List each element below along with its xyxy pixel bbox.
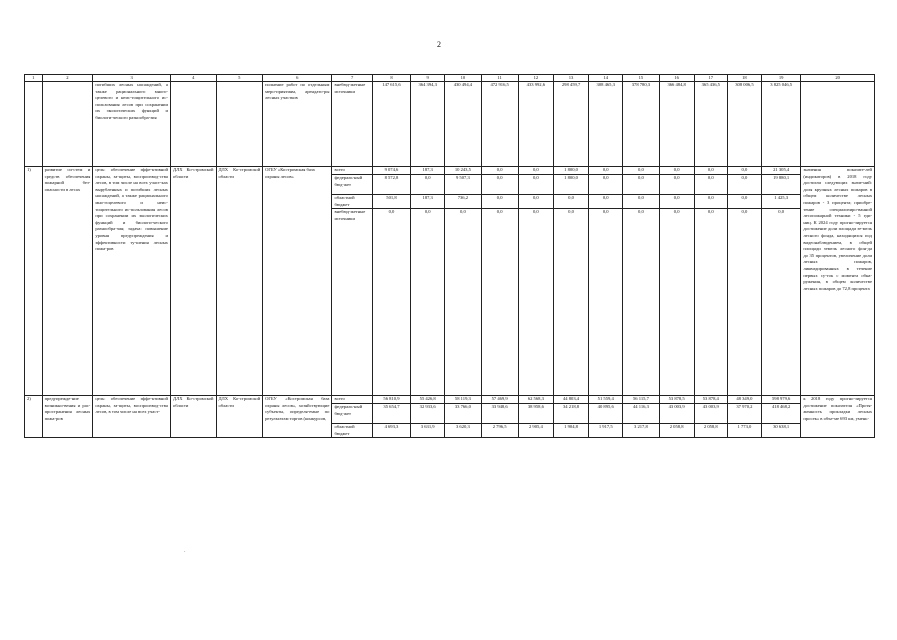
value-cell: 0,0 xyxy=(411,175,445,195)
value-cell: 2 905,4 xyxy=(518,424,553,438)
value-cell: 0,0 xyxy=(553,195,588,209)
value-cell: 433 992,6 xyxy=(518,82,553,167)
value-cell: 418 468,2 xyxy=(762,404,801,424)
value-cell: 1 800,0 xyxy=(553,167,588,175)
value-cell: 0,0 xyxy=(623,167,659,175)
value-cell: 0,0 xyxy=(481,167,518,175)
value-cell: 10 243,5 xyxy=(445,167,481,175)
value-cell: 40 895,6 xyxy=(589,404,623,424)
value-cell: 0,0 xyxy=(694,209,727,396)
value-cell: 0,0 xyxy=(589,209,623,396)
value-cell: 366 484,8 xyxy=(659,82,694,167)
value-cell: 0,0 xyxy=(372,209,410,396)
value-cell: 0,0 xyxy=(727,195,761,209)
row-number: 1) xyxy=(25,167,43,396)
value-cell: 364 394,3 xyxy=(411,82,445,167)
value-cell: 19 880,1 xyxy=(762,175,801,195)
value-cell: 308 465,3 xyxy=(589,82,623,167)
value-cell: 0,0 xyxy=(727,209,761,396)
value-cell: 0,0 xyxy=(659,195,694,209)
activity-name: предупрежде-ние возникно-вения и рас-пространения лесных пожа-ров xyxy=(42,396,93,438)
value-cell: 48 349,0 xyxy=(727,396,761,404)
result-cell: к 2018 году прогно-зируется достижение показателя «Протя-женность прокладки лесных просек» в объе-ме 693 км, умень- xyxy=(801,396,875,438)
header-row xyxy=(25,75,875,82)
value-cell: 736,2 xyxy=(445,195,481,209)
value-cell: 0,0 xyxy=(481,195,518,209)
header-col-2: 2 xyxy=(42,75,93,82)
goal-cell: погибших лесных насаждений, а также рационального много-целевого и неис-тощительного ис-пользования лесов при сохранении их экологических функций и биологи-ческого разнообра-зия xyxy=(93,82,171,167)
value-cell: 3 631,9 xyxy=(411,424,445,438)
value-cell: 56 810,9 xyxy=(372,396,410,404)
header-col-8: 8 xyxy=(372,75,410,82)
source-cell: всего xyxy=(332,167,372,175)
table-row-1 xyxy=(25,167,875,175)
goal-cell: цель: обеспечение эффе-ктивной охраны, за-щиты, воспроизвод-ства лесов, в том числе на всех участ-ках вырубленных и погибших лесных насаждений, а также рационального мно-гоцелевого и неис-тощительного ис-пользования лесов при сохранении их экологических функций и биологи-ческого разнообра-зия; задача: повышение уровня предупреждения и эффективности ту-шения лесных пожа-ров xyxy=(93,167,171,396)
value-cell: 35 654,7 xyxy=(372,404,410,424)
value-cell: 53 878,5 xyxy=(659,396,694,404)
header-col-15: 15 xyxy=(623,75,659,82)
source-cell: федераль-ный бюд-жет xyxy=(332,175,372,195)
value-cell: 4 693,3 xyxy=(372,424,410,438)
value-cell: 501,8 xyxy=(372,195,410,209)
value-cell: 147 615,6 xyxy=(372,82,410,167)
value-cell: 57 469,9 xyxy=(481,396,518,404)
executor-cell: ДЛХ Ко-стромской области xyxy=(216,396,263,438)
value-cell: 187,3 xyxy=(411,167,445,175)
value-cell: 0,0 xyxy=(659,175,694,195)
value-cell: 0,0 xyxy=(518,195,553,209)
value-cell: 0,0 xyxy=(623,209,659,396)
value-cell: 53 878,4 xyxy=(694,396,727,404)
value-cell: 365 436,5 xyxy=(694,82,727,167)
header-col-14: 14 xyxy=(589,75,623,82)
header-col-5: 5 xyxy=(216,75,263,82)
page-number: 2 xyxy=(437,40,441,49)
value-cell: 33 766,0 xyxy=(445,404,481,424)
value-cell: 62 568,3 xyxy=(518,396,553,404)
value-cell: 44 116,3 xyxy=(623,404,659,424)
value-cell: 298 459,7 xyxy=(553,82,588,167)
source-cell: всего xyxy=(332,396,372,404)
goal-cell: цель: обеспечение эффе-ктивной охраны, за-щиты, воспроизвод-ства лесов, в том числе на всех участ- xyxy=(93,396,171,438)
executor-cell: ДЛХ Ко-стромской области xyxy=(216,167,263,396)
header-col-3: 3 xyxy=(93,75,171,82)
value-cell: 9 074,6 xyxy=(372,167,410,175)
budget-table xyxy=(24,74,875,438)
value-cell: 0,0 xyxy=(659,167,694,175)
value-cell: 0,0 xyxy=(481,175,518,195)
table-row-continuation xyxy=(25,82,875,167)
source-cell: федераль-ный бюд-жет xyxy=(332,404,372,424)
header-col-10: 10 xyxy=(445,75,481,82)
value-cell: 8 572,8 xyxy=(372,175,410,195)
value-cell: 0,0 xyxy=(411,209,445,396)
value-cell: 3 825 046,5 xyxy=(762,82,801,167)
source-cell: внебюд-жетные источники xyxy=(332,82,372,167)
value-cell: 43 003,9 xyxy=(694,404,727,424)
value-cell: 3 620,3 xyxy=(445,424,481,438)
value-cell: 0,0 xyxy=(727,175,761,195)
value-cell: 55 426,8 xyxy=(411,396,445,404)
value-cell: 37 970,2 xyxy=(727,404,761,424)
value-cell: 430 494,4 xyxy=(445,82,481,167)
value-cell: 30 638,1 xyxy=(762,424,801,438)
value-cell: 0,0 xyxy=(553,209,588,396)
value-cell: 56 115,7 xyxy=(623,396,659,404)
value-cell: 0,0 xyxy=(727,167,761,175)
value-cell: 0,0 xyxy=(659,209,694,396)
value-cell: 0,0 xyxy=(518,209,553,396)
value-cell: 0,0 xyxy=(623,195,659,209)
participant-cell: ОГБУ «Костромская база охраны лесов» xyxy=(263,167,332,396)
header-col-4: 4 xyxy=(170,75,216,82)
value-cell: 34 218,8 xyxy=(553,404,588,424)
value-cell: 0,0 xyxy=(694,175,727,195)
value-cell: 187,3 xyxy=(411,195,445,209)
value-cell: 44 803,4 xyxy=(553,396,588,404)
value-cell: 33 948,6 xyxy=(481,404,518,424)
value-cell: 38 958,6 xyxy=(518,404,553,424)
header-col-7: 7 xyxy=(332,75,372,82)
activity-cell: полнение работ по отдельным меро-приятиям, арендато-ры лесных участков xyxy=(263,82,332,167)
header-col-11: 11 xyxy=(481,75,518,82)
value-cell: 2 796,5 xyxy=(481,424,518,438)
source-cell: внебюд-жетные источники xyxy=(332,209,372,396)
executor-cell: ДЛХ Ко-стромской области xyxy=(170,167,216,396)
value-cell: 0,0 xyxy=(762,209,801,396)
value-cell: 308 006,5 xyxy=(727,82,761,167)
value-cell: 1 904,8 xyxy=(553,424,588,438)
table-row-2 xyxy=(25,396,875,404)
value-cell: 0,0 xyxy=(623,175,659,195)
value-cell: 0,0 xyxy=(589,195,623,209)
result-cell: значения показате-лей (индикаторов) в 2018 году достигли следующих значе-ний: доля крупных лесных пожаров в общем количестве лесных пожаров - 3 процента; приобре-тение специализиро-ванной лесопожарной техники - 5 еди-ниц. К 2024 году прогно-зируется достижение доли площади зе-мель лесного фонда, находящихся под видеонаблюдением, в общей площади земель лесного фон-да до 35 процентов, увеличение доли лесных пожаров, ликвидированных в течение первых су-ток с момента обна-ружения, в общем количестве лесных пожаров до 72,8 процента xyxy=(801,167,875,396)
value-cell: 0,0 xyxy=(518,167,553,175)
value-cell: 0,0 xyxy=(694,195,727,209)
value-cell: 1 773,0 xyxy=(727,424,761,438)
header-col-1: 1 xyxy=(25,75,43,82)
value-cell: 58 119,3 xyxy=(445,396,481,404)
value-cell: 9 507,3 xyxy=(445,175,481,195)
stray-mark: · xyxy=(184,550,186,555)
value-cell: 1 425,3 xyxy=(762,195,801,209)
value-cell: 21 305,4 xyxy=(762,167,801,175)
header-col-13: 13 xyxy=(553,75,588,82)
value-cell: 0,0 xyxy=(445,209,481,396)
activity-name: развитие си-стем и средств обеспечения пожарной без-опасности в лесах xyxy=(42,167,93,396)
source-cell: областной бюджет xyxy=(332,424,372,438)
executor-cell: ДЛХ Ко-стромской области xyxy=(170,396,216,438)
participant-cell: ОГБУ «Костромская база охраны лесов», хозяйствующие субъекты, определя-емые по результатам торгов (конкурсов, xyxy=(263,396,332,438)
header-col-12: 12 xyxy=(518,75,553,82)
value-cell: 2 058,8 xyxy=(659,424,694,438)
value-cell: 0,0 xyxy=(694,167,727,175)
header-col-20: 20 xyxy=(801,75,875,82)
value-cell: 1 917,5 xyxy=(589,424,623,438)
header-col-6: 6 xyxy=(263,75,332,82)
header-col-16: 16 xyxy=(659,75,694,82)
value-cell: 0,0 xyxy=(589,167,623,175)
value-cell: 598 979,6 xyxy=(762,396,801,404)
header-col-17: 17 xyxy=(694,75,727,82)
value-cell: 3 217,8 xyxy=(623,424,659,438)
value-cell: 32 933,6 xyxy=(411,404,445,424)
row-number: 2) xyxy=(25,396,43,438)
header-col-18: 18 xyxy=(727,75,761,82)
value-cell: 0,0 xyxy=(481,209,518,396)
source-cell: областной бюджет xyxy=(332,195,372,209)
value-cell: 472 916,5 xyxy=(481,82,518,167)
header-col-9: 9 xyxy=(411,75,445,82)
value-cell: 0,0 xyxy=(589,175,623,195)
value-cell: 0,0 xyxy=(518,175,553,195)
value-cell: 43 003,9 xyxy=(659,404,694,424)
value-cell: 2 058,8 xyxy=(694,424,727,438)
header-col-19: 19 xyxy=(762,75,801,82)
value-cell: 1 800,0 xyxy=(553,175,588,195)
value-cell: 378 780,3 xyxy=(623,82,659,167)
value-cell: 51 559,4 xyxy=(589,396,623,404)
